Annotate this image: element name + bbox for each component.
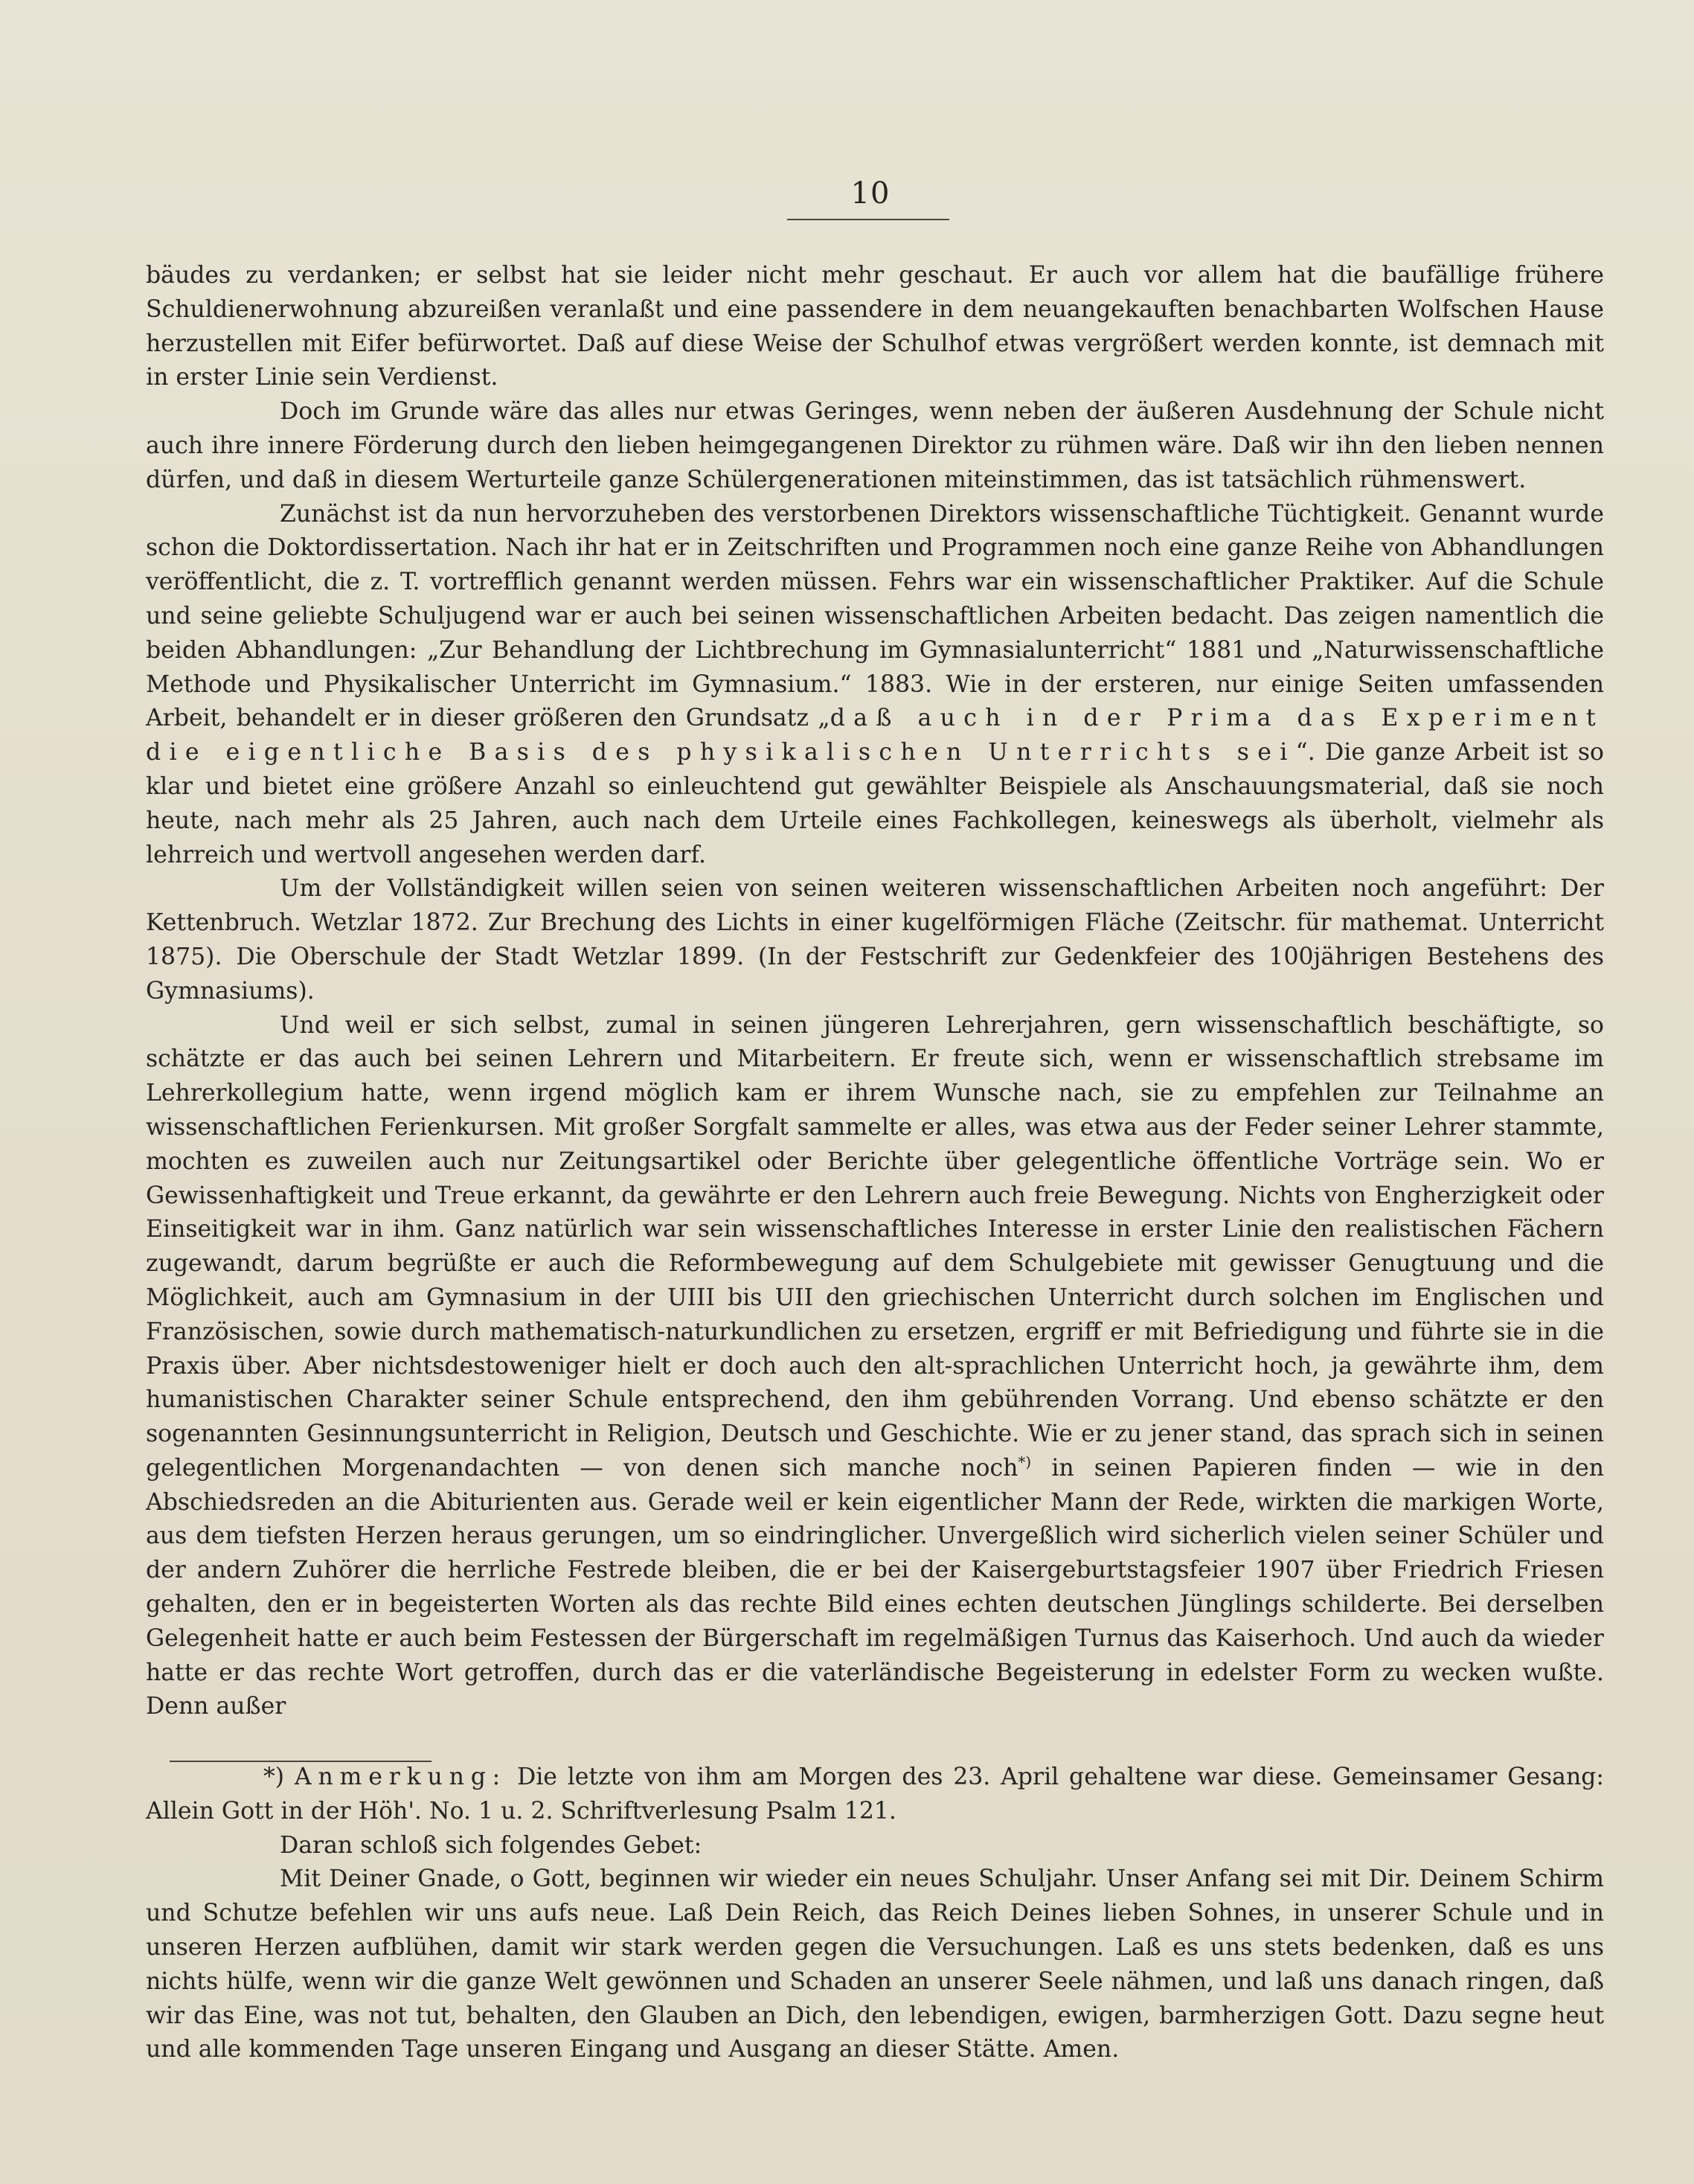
paragraph-1-text: bäudes zu verdanken; er selbst hat sie leider nicht mehr geschaut. Er auch vor allem hat die baufällige frühere Schuldienerwohnung abzureißen veranlaßt und eine passendere in dem neuangekauften benachbarten Wolfschen Hause herzustellen mit Eifer befürwortet. Daß auf diese Weise der Schulhof etwas vergrößert werden konnte, ist demnach mit in erster Linie sein Verdienst. bbox=[146, 262, 1604, 391]
paragraph-3-text-a: Zunächst ist da nun hervorzuheben des verstorbenen Direktors wissenschaftliche Tüchtigkeit. Genannt wurde schon die Doktordissertation. Nach ihr hat er in Zeitschriften und Programmen noch eine ganze Reihe von Abhandlungen veröffentlicht, die z. T. vortrefflich genannt werden müssen. Fehrs war ein wissenschaftlicher Praktiker. Auf die Schule und seine geliebte Schuljugend war er auch bei seinen wissenschaftlichen Arbeiten bedacht. Das zeigen namentlich die beiden Abhandlungen: „Zur Behandlung der Lichtbrechung im Gymnasialunterricht“ 1881 und „Naturwissenschaftliche Methode und Physikalischer Unterricht im Gymnasium.“ 1883. Wie in der ersteren, nur einige Seiten umfassenden Arbeit, behandelt er in dieser größeren den Grundsatz „ bbox=[146, 500, 1604, 732]
paragraph-1 bbox=[146, 259, 1604, 395]
paragraph-4 bbox=[146, 872, 1604, 1008]
page-number: 10 bbox=[850, 176, 891, 211]
footnote-reference: *) bbox=[1018, 1453, 1032, 1471]
paragraph-5-text-b: in seinen Papieren finden — wie in den Abschiedsreden an die Abiturienten aus. Gerade weil er kein eigentlicher Mann der Rede, wirkten die markigen Worte, aus dem tiefsten Herzen heraus gerungen, um so eindringlicher. Unvergeßlich wird sicherlich vielen seiner Schüler und der andern Zuhörer die herrliche Festrede bleiben, die er bei der Kaisergeburtstagsfeier 1907 über Friedrich Friesen gehalten, den er in begeisterten Worten als das rechte Bild eines echten deutschen Jünglings schilderte. Bei derselben Gelegenheit hatte er auch beim Festessen der Bürgerschaft im regelmäßigen Turnus das Kaiserhoch. Und auch da wieder hatte er das rechte Wort getroffen, durch das er die vaterländische Begeisterung in edelster Form zu wecken wußte. Denn außer bbox=[146, 1454, 1605, 1720]
footnote-annotation bbox=[146, 1761, 1604, 1829]
footnote-prayer bbox=[146, 1863, 1604, 2067]
footnote-mark: *) bbox=[263, 1764, 285, 1790]
paragraph-2-text: Doch im Grunde wäre das alles nur etwas Geringes, wenn neben der äußeren Ausdehnung der Schule nicht auch ihre innere Förderung durch den lieben heimgegangenen Direktor zu rühmen wäre. Daß wir ihn den lieben nennen dürfen, und daß in diesem Werturteile ganze Schülergenerationen miteinstimmen, das ist tatsächlich rühmenswert. bbox=[146, 398, 1604, 493]
body-text bbox=[146, 259, 1604, 1724]
paragraph-4-text: Um der Vollständigkeit willen seien von seinen weiteren wissenschaftlichen Arbeiten noch angeführt: Der Kettenbruch. Wetzlar 1872. Zur Brechung des Lichts in einer kugelförmigen Fläche (Zeitschr. für mathemat. Unterricht 1875). Die Oberschule der Stadt Wetzlar 1899. (In der Festschrift zur Gedenkfeier des 100jährigen Bestehens des Gymnasiums). bbox=[146, 875, 1604, 1005]
paragraph-3-emphasis: daß auch in der Prima das Experiment die eigentliche Basis des physikalischen Unterrichts sei bbox=[146, 705, 1604, 766]
header-rule bbox=[787, 219, 949, 220]
paragraph-5 bbox=[146, 1009, 1604, 1725]
paragraph-5-text-a: Und weil er sich selbst, zumal in seinen jüngeren Lehrerjahren, gern wissenschaftlich beschäftigte, so schätzte er das auch bei seinen Lehrern und Mitarbeitern. Er freute sich, wenn er wissenschaftlich strebsame im Lehrerkollegium hatte, wenn irgend möglich kam er ihrem Wunsche nach, sie zu empfehlen zur Teilnahme an wissenschaftlichen Ferienkursen. Mit großer Sorgfalt sammelte er alles, was etwa aus der Feder seiner Lehrer stammte, mochten es zuweilen auch nur Zeitungsartikel oder Berichte über gelegentliche öffentliche Vorträge sein. Wo er Gewissenhaftigkeit und Treue erkannt, da gewährte er den Lehrern auch freie Bewegung. Nichts von Engherzigkeit oder Einseitigkeit war in ihm. Ganz natürlich war sein wissenschaftliches Interesse in erster Linie den realistischen Fächern zugewandt, darum begrüßte er auch die Reformbewegung auf dem Schulgebiete mit gewisser Genugtuung und die Möglichkeit, auch am Gymnasium in der UIII bis UII den griechischen Unterricht durch solchen im Englischen und Französischen, sowie durch mathematisch-naturkundlichen zu ersetzen, ergriff er mit Befriedigung und führte sie in die Praxis über. Aber nichtsdestoweniger hielt er doch auch den alt-sprachlichen Unterricht hoch, ja gewährte ihm, dem humanistischen Charakter seiner Schule entsprechend, den ihm gebührenden Vorrang. Und ebenso schätzte er den sogenannten Gesinnungsunterricht in Religion, Deutsch und Geschichte. Wie er zu jener stand, das sprach sich in seinen gelegentlichen Morgenandachten — von denen sich manche noch bbox=[146, 1011, 1604, 1482]
paragraph-2 bbox=[146, 395, 1604, 497]
footnote-intro bbox=[146, 1829, 1604, 1863]
footnote-prayer-text: Mit Deiner Gnade, o Gott, beginnen wir wieder ein neues Schuljahr. Unser Anfang sei mit Dir. Deinem Schirm und Schutze befehlen wir uns aufs neue. Laß Dein Reich, das Reich Deines lieben Sohnes, in unserer Schule und in unseren Herzen aufblühen, damit wir stark werden gegen die Versuchungen. Laß es uns stets bedenken, daß es uns nichts hülfe, wenn wir die ganze Welt gewönnen und Schaden an unserer Seele nähmen, und laß uns danach ringen, daß wir das Eine, was not tut, behalten, den Glauben an Dich, den lebendigen, ewigen, barmherzigen Gott. Dazu segne heut und alle kommenden Tage unseren Eingang und Ausgang an dieser Stätte. Amen. bbox=[146, 1866, 1604, 2063]
paragraph-3-text-b: “. Die ganze Arbeit ist so klar und bietet eine größere Anzahl so einleuchtend gut gewählter Beispiele als Anschauungsmaterial, daß sie noch heute, nach mehr als 25 Jahren, auch nach dem Urteile eines Fachkollegen, keineswegs als überholt, vielmehr als lehrreich und wertvoll angesehen werden darf. bbox=[146, 739, 1604, 868]
footnote-text: Die letzte von ihm am Morgen des 23. April gehaltene war diese. Gemeinsamer Gesang: Allein Gott in der Höh'. No. 1 u. 2. Schriftverlesung Psalm 121. bbox=[146, 1764, 1605, 1825]
footnote-label: Anmerkung: bbox=[294, 1764, 507, 1790]
footnote-intro-text: Daran schloß sich folgendes Gebet: bbox=[280, 1831, 702, 1859]
paragraph-3 bbox=[146, 498, 1604, 873]
footnote bbox=[146, 1761, 1604, 2067]
